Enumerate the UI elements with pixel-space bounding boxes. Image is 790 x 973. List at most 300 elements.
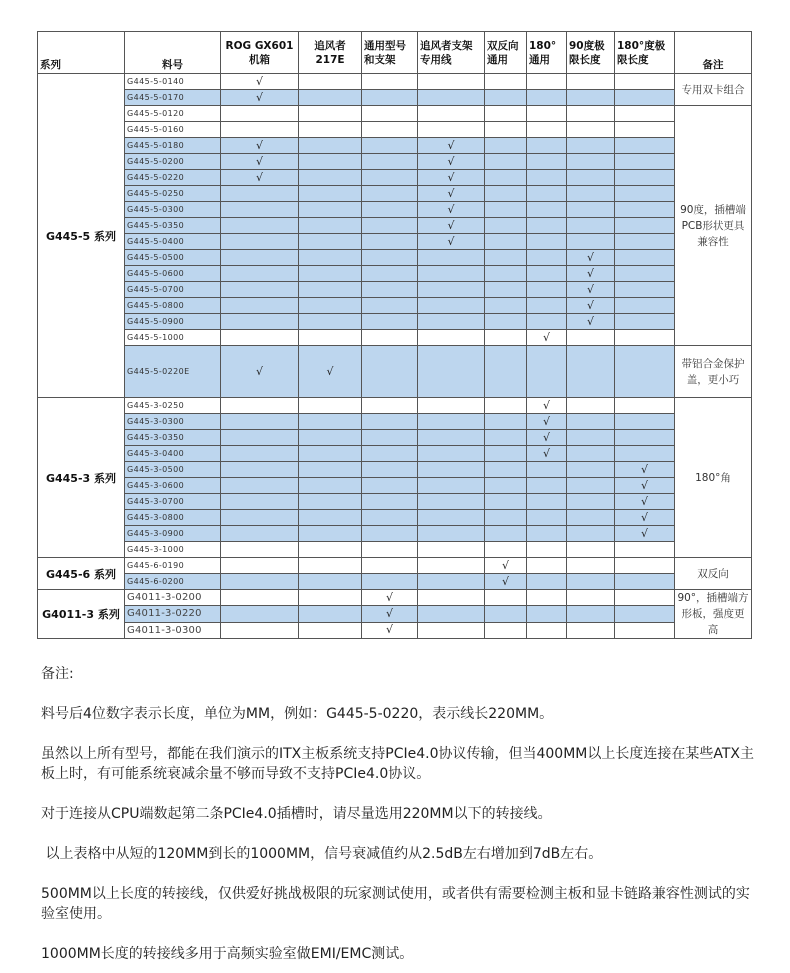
check-cell	[615, 542, 675, 558]
check-cell	[299, 218, 362, 234]
check-cell	[615, 314, 675, 330]
check-cell	[485, 202, 527, 218]
check-cell	[221, 430, 299, 446]
check-cell	[362, 542, 418, 558]
check-cell	[299, 526, 362, 542]
check-cell: √	[567, 298, 615, 314]
table-row	[38, 606, 752, 622]
check-cell	[418, 330, 485, 346]
check-cell	[299, 202, 362, 218]
series-name: G4011-3 系列	[38, 590, 125, 639]
table-row	[38, 266, 752, 282]
table-row	[38, 494, 752, 510]
check-cell: √	[418, 138, 485, 154]
check-cell	[221, 590, 299, 606]
check-cell	[362, 106, 418, 122]
part-number: G4011-3-0220	[125, 606, 221, 622]
note-1000mm-usage: 1000MM长度的转接线多用于高频实验室做EMI/EMC测试。	[41, 946, 414, 962]
check-cell	[299, 266, 362, 282]
check-cell	[567, 186, 615, 202]
check-cell	[567, 122, 615, 138]
check-cell: √	[615, 510, 675, 526]
check-cell	[418, 590, 485, 606]
check-cell	[527, 298, 567, 314]
check-cell	[299, 590, 362, 606]
header-rog-gx601: ROG GX601 机箱	[221, 32, 299, 74]
part-number: G445-3-0700	[125, 494, 221, 510]
check-cell	[221, 186, 299, 202]
check-cell	[221, 526, 299, 542]
check-cell	[362, 218, 418, 234]
check-cell	[485, 90, 527, 106]
check-cell: √	[615, 462, 675, 478]
table-row	[38, 414, 752, 430]
check-cell	[615, 218, 675, 234]
part-number: G445-5-0220E	[125, 346, 221, 398]
check-cell	[527, 138, 567, 154]
check-cell	[362, 414, 418, 430]
check-cell	[485, 398, 527, 414]
part-number: G445-5-0800	[125, 298, 221, 314]
check-cell	[615, 590, 675, 606]
check-cell	[299, 622, 362, 638]
check-cell	[615, 266, 675, 282]
check-cell	[527, 218, 567, 234]
check-cell	[299, 330, 362, 346]
check-cell	[567, 106, 615, 122]
check-cell	[527, 558, 567, 574]
header-series: 系列	[38, 32, 125, 74]
check-cell	[418, 414, 485, 430]
check-cell	[221, 314, 299, 330]
check-cell	[567, 234, 615, 250]
check-cell: √	[221, 154, 299, 170]
check-cell: √	[418, 202, 485, 218]
check-cell	[567, 170, 615, 186]
check-cell: √	[418, 218, 485, 234]
check-cell	[485, 462, 527, 478]
check-cell	[527, 574, 567, 590]
part-number: G445-5-0400	[125, 234, 221, 250]
check-cell	[221, 462, 299, 478]
check-cell	[527, 478, 567, 494]
check-cell	[615, 154, 675, 170]
check-cell	[362, 186, 418, 202]
table-row	[38, 510, 752, 526]
remark-cell: 专用双卡组合	[675, 74, 752, 106]
check-cell: √	[567, 266, 615, 282]
check-cell	[299, 494, 362, 510]
check-cell	[485, 510, 527, 526]
check-cell	[527, 234, 567, 250]
check-cell	[362, 282, 418, 298]
compatibility-table	[37, 31, 752, 639]
table-row	[38, 542, 752, 558]
check-cell	[221, 218, 299, 234]
table-row	[38, 462, 752, 478]
check-cell	[362, 330, 418, 346]
check-cell	[485, 170, 527, 186]
remark-cell: 90°，插槽端方形板，强度更高	[675, 590, 752, 639]
part-number: G4011-3-0200	[125, 590, 221, 606]
check-cell	[527, 154, 567, 170]
check-cell	[221, 558, 299, 574]
note-attenuation: 以上表格中从短的120MM到长的1000MM，信号衰减值约从2.5dB左右增加到7dB左右。	[41, 846, 603, 862]
check-cell	[485, 250, 527, 266]
table-row	[38, 170, 752, 186]
check-cell	[299, 478, 362, 494]
check-cell	[615, 346, 675, 398]
check-cell	[485, 446, 527, 462]
check-cell	[567, 346, 615, 398]
table-row	[38, 90, 752, 106]
check-cell	[418, 606, 485, 622]
check-cell: √	[362, 590, 418, 606]
check-cell	[615, 202, 675, 218]
check-cell	[362, 446, 418, 462]
check-cell	[299, 138, 362, 154]
check-cell: √	[221, 74, 299, 90]
part-number: G445-5-0180	[125, 138, 221, 154]
table-row	[38, 574, 752, 590]
table-row	[38, 282, 752, 298]
check-cell	[362, 234, 418, 250]
remark-cell: 180°角	[675, 398, 752, 558]
check-cell: √	[221, 90, 299, 106]
check-cell	[221, 542, 299, 558]
check-cell	[485, 414, 527, 430]
notes-heading: 备注:	[41, 666, 74, 682]
check-cell	[527, 250, 567, 266]
check-cell	[418, 622, 485, 638]
part-number: G445-5-0220	[125, 170, 221, 186]
part-number: G445-5-0600	[125, 266, 221, 282]
check-cell	[527, 590, 567, 606]
check-cell	[527, 90, 567, 106]
check-cell: √	[418, 186, 485, 202]
check-cell	[615, 74, 675, 90]
check-cell: √	[362, 606, 418, 622]
check-cell: √	[418, 170, 485, 186]
check-cell: √	[362, 622, 418, 638]
part-number: G445-5-0900	[125, 314, 221, 330]
check-cell	[527, 346, 567, 398]
check-cell	[527, 106, 567, 122]
check-cell	[615, 106, 675, 122]
check-cell	[527, 170, 567, 186]
check-cell	[485, 186, 527, 202]
table-row	[38, 330, 752, 346]
table-row	[38, 122, 752, 138]
table-row	[38, 154, 752, 170]
check-cell	[485, 590, 527, 606]
series-name: G445-3 系列	[38, 398, 125, 558]
check-cell: √	[615, 494, 675, 510]
check-cell	[221, 250, 299, 266]
check-cell	[221, 298, 299, 314]
header-180-universal: 180° 通用	[527, 32, 567, 74]
part-number: G445-3-0250	[125, 398, 221, 414]
check-cell	[527, 266, 567, 282]
check-cell	[299, 122, 362, 138]
table-row	[38, 298, 752, 314]
check-cell	[418, 346, 485, 398]
check-cell	[567, 446, 615, 462]
check-cell	[418, 542, 485, 558]
check-cell	[418, 90, 485, 106]
check-cell	[221, 510, 299, 526]
check-cell	[615, 430, 675, 446]
check-cell	[527, 314, 567, 330]
table-row	[38, 526, 752, 542]
check-cell	[615, 90, 675, 106]
check-cell	[485, 330, 527, 346]
part-number: G445-5-0350	[125, 218, 221, 234]
check-cell	[418, 526, 485, 542]
part-number: G445-3-0500	[125, 462, 221, 478]
check-cell	[299, 250, 362, 266]
check-cell	[221, 414, 299, 430]
check-cell: √	[527, 430, 567, 446]
check-cell	[615, 622, 675, 638]
check-cell	[615, 558, 675, 574]
remark-cell: 90度，插槽端PCB形状更具兼容性	[675, 106, 752, 346]
check-cell	[615, 606, 675, 622]
table-row	[38, 478, 752, 494]
check-cell	[299, 90, 362, 106]
part-number: G445-5-0170	[125, 90, 221, 106]
check-cell: √	[221, 138, 299, 154]
check-cell	[485, 542, 527, 558]
check-cell	[567, 218, 615, 234]
check-cell	[418, 478, 485, 494]
check-cell	[299, 510, 362, 526]
check-cell	[221, 574, 299, 590]
check-cell	[615, 574, 675, 590]
part-number: G445-5-0140	[125, 74, 221, 90]
check-cell	[299, 314, 362, 330]
check-cell	[485, 282, 527, 298]
note-pcie4-compat: 虽然以上所有型号，都能在我们演示的ITX主板系统支持PCIe4.0协议传输，但当400MM以上长度连接在某些ATX主板上时，有可能系统衰减余量不够而导致不支持PCIe4.0协议。	[41, 746, 755, 782]
part-number: G445-3-0300	[125, 414, 221, 430]
check-cell	[418, 282, 485, 298]
check-cell	[362, 122, 418, 138]
check-cell	[615, 250, 675, 266]
check-cell	[485, 154, 527, 170]
check-cell: √	[485, 558, 527, 574]
check-cell	[527, 186, 567, 202]
check-cell	[567, 558, 615, 574]
header-90-max-length: 90度极限长度	[567, 32, 615, 74]
check-cell	[362, 250, 418, 266]
check-cell	[221, 330, 299, 346]
part-number: G4011-3-0300	[125, 622, 221, 638]
check-cell	[362, 314, 418, 330]
check-cell	[299, 154, 362, 170]
check-cell	[221, 478, 299, 494]
check-cell	[567, 526, 615, 542]
check-cell	[299, 574, 362, 590]
part-number: G445-3-0800	[125, 510, 221, 526]
check-cell	[362, 574, 418, 590]
part-number: G445-6-0200	[125, 574, 221, 590]
check-cell	[221, 282, 299, 298]
check-cell: √	[567, 250, 615, 266]
check-cell	[567, 590, 615, 606]
part-number: G445-5-0500	[125, 250, 221, 266]
check-cell	[418, 398, 485, 414]
check-cell	[615, 138, 675, 154]
check-cell	[418, 122, 485, 138]
check-cell	[418, 74, 485, 90]
table-row	[38, 186, 752, 202]
check-cell	[615, 282, 675, 298]
check-cell	[362, 430, 418, 446]
check-cell: √	[527, 330, 567, 346]
check-cell	[299, 430, 362, 446]
check-cell	[485, 346, 527, 398]
check-cell	[362, 478, 418, 494]
check-cell	[615, 298, 675, 314]
check-cell	[567, 494, 615, 510]
check-cell: √	[299, 346, 362, 398]
check-cell	[485, 218, 527, 234]
check-cell	[615, 186, 675, 202]
check-cell	[615, 234, 675, 250]
table-row	[38, 106, 752, 122]
check-cell: √	[567, 314, 615, 330]
check-cell	[615, 414, 675, 430]
check-cell	[299, 170, 362, 186]
table-row	[38, 314, 752, 330]
check-cell	[567, 330, 615, 346]
header-universal-bracket: 通用型号和支架	[362, 32, 418, 74]
check-cell	[362, 526, 418, 542]
check-cell: √	[221, 170, 299, 186]
check-cell	[567, 202, 615, 218]
check-cell	[527, 462, 567, 478]
check-cell	[485, 138, 527, 154]
check-cell	[567, 414, 615, 430]
check-cell	[362, 558, 418, 574]
check-cell	[567, 478, 615, 494]
table-row	[38, 398, 752, 414]
note-second-slot: 对于连接从CPU端数起第二条PCIe4.0插槽时，请尽量选用220MM以下的转接线。	[41, 806, 552, 822]
check-cell	[418, 510, 485, 526]
check-cell	[221, 622, 299, 638]
part-number: G445-5-0250	[125, 186, 221, 202]
check-cell	[299, 234, 362, 250]
part-number: G445-5-0300	[125, 202, 221, 218]
check-cell	[485, 298, 527, 314]
check-cell	[418, 266, 485, 282]
check-cell	[615, 170, 675, 186]
table-row	[38, 446, 752, 462]
check-cell	[221, 122, 299, 138]
series-name: G445-5 系列	[38, 74, 125, 398]
check-cell	[485, 122, 527, 138]
check-cell	[299, 446, 362, 462]
check-cell	[527, 74, 567, 90]
check-cell	[362, 170, 418, 186]
table-row	[38, 346, 752, 398]
check-cell	[362, 90, 418, 106]
check-cell	[615, 330, 675, 346]
table-row	[38, 622, 752, 638]
table-row	[38, 558, 752, 574]
header-remarks: 备注	[675, 32, 752, 74]
check-cell	[362, 266, 418, 282]
check-cell	[221, 234, 299, 250]
check-cell	[485, 266, 527, 282]
check-cell	[362, 346, 418, 398]
part-number: G445-3-1000	[125, 542, 221, 558]
table-row	[38, 250, 752, 266]
check-cell	[299, 558, 362, 574]
table-row	[38, 138, 752, 154]
check-cell	[485, 606, 527, 622]
series-name: G445-6 系列	[38, 558, 125, 590]
part-number: G445-3-0350	[125, 430, 221, 446]
check-cell	[567, 462, 615, 478]
note-500mm-usage: 500MM以上长度的转接线，仅供爱好挑战极限的玩家测试使用，或者供有需要检测主板和显卡链路兼容性测试的实验室使用。	[41, 886, 750, 922]
check-cell	[567, 542, 615, 558]
check-cell: √	[615, 478, 675, 494]
check-cell	[418, 430, 485, 446]
part-number: G445-5-0200	[125, 154, 221, 170]
table-row	[38, 430, 752, 446]
part-number: G445-5-0700	[125, 282, 221, 298]
check-cell	[418, 446, 485, 462]
check-cell	[615, 446, 675, 462]
table-row	[38, 590, 752, 606]
part-number: G445-3-0900	[125, 526, 221, 542]
check-cell	[567, 510, 615, 526]
header-phanteks-217e: 追风者 217E	[299, 32, 362, 74]
check-cell	[527, 526, 567, 542]
table-row	[38, 74, 752, 90]
check-cell	[362, 202, 418, 218]
check-cell	[527, 606, 567, 622]
check-cell: √	[221, 346, 299, 398]
check-cell	[485, 234, 527, 250]
check-cell	[362, 74, 418, 90]
check-cell	[485, 430, 527, 446]
check-cell	[615, 122, 675, 138]
check-cell	[527, 494, 567, 510]
check-cell	[485, 74, 527, 90]
check-cell	[362, 462, 418, 478]
check-cell	[299, 282, 362, 298]
check-cell	[485, 106, 527, 122]
check-cell	[567, 90, 615, 106]
part-number: G445-3-0600	[125, 478, 221, 494]
check-cell	[418, 250, 485, 266]
check-cell: √	[418, 234, 485, 250]
check-cell	[567, 398, 615, 414]
check-cell	[527, 282, 567, 298]
header-dual-reverse: 双反向通用	[485, 32, 527, 74]
check-cell	[362, 494, 418, 510]
check-cell	[527, 122, 567, 138]
check-cell	[299, 542, 362, 558]
check-cell	[485, 494, 527, 510]
check-cell	[485, 622, 527, 638]
part-number: G445-3-0400	[125, 446, 221, 462]
remark-cell: 带铝合金保护盖，更小巧	[675, 346, 752, 398]
check-cell	[221, 446, 299, 462]
part-number: G445-6-0190	[125, 558, 221, 574]
